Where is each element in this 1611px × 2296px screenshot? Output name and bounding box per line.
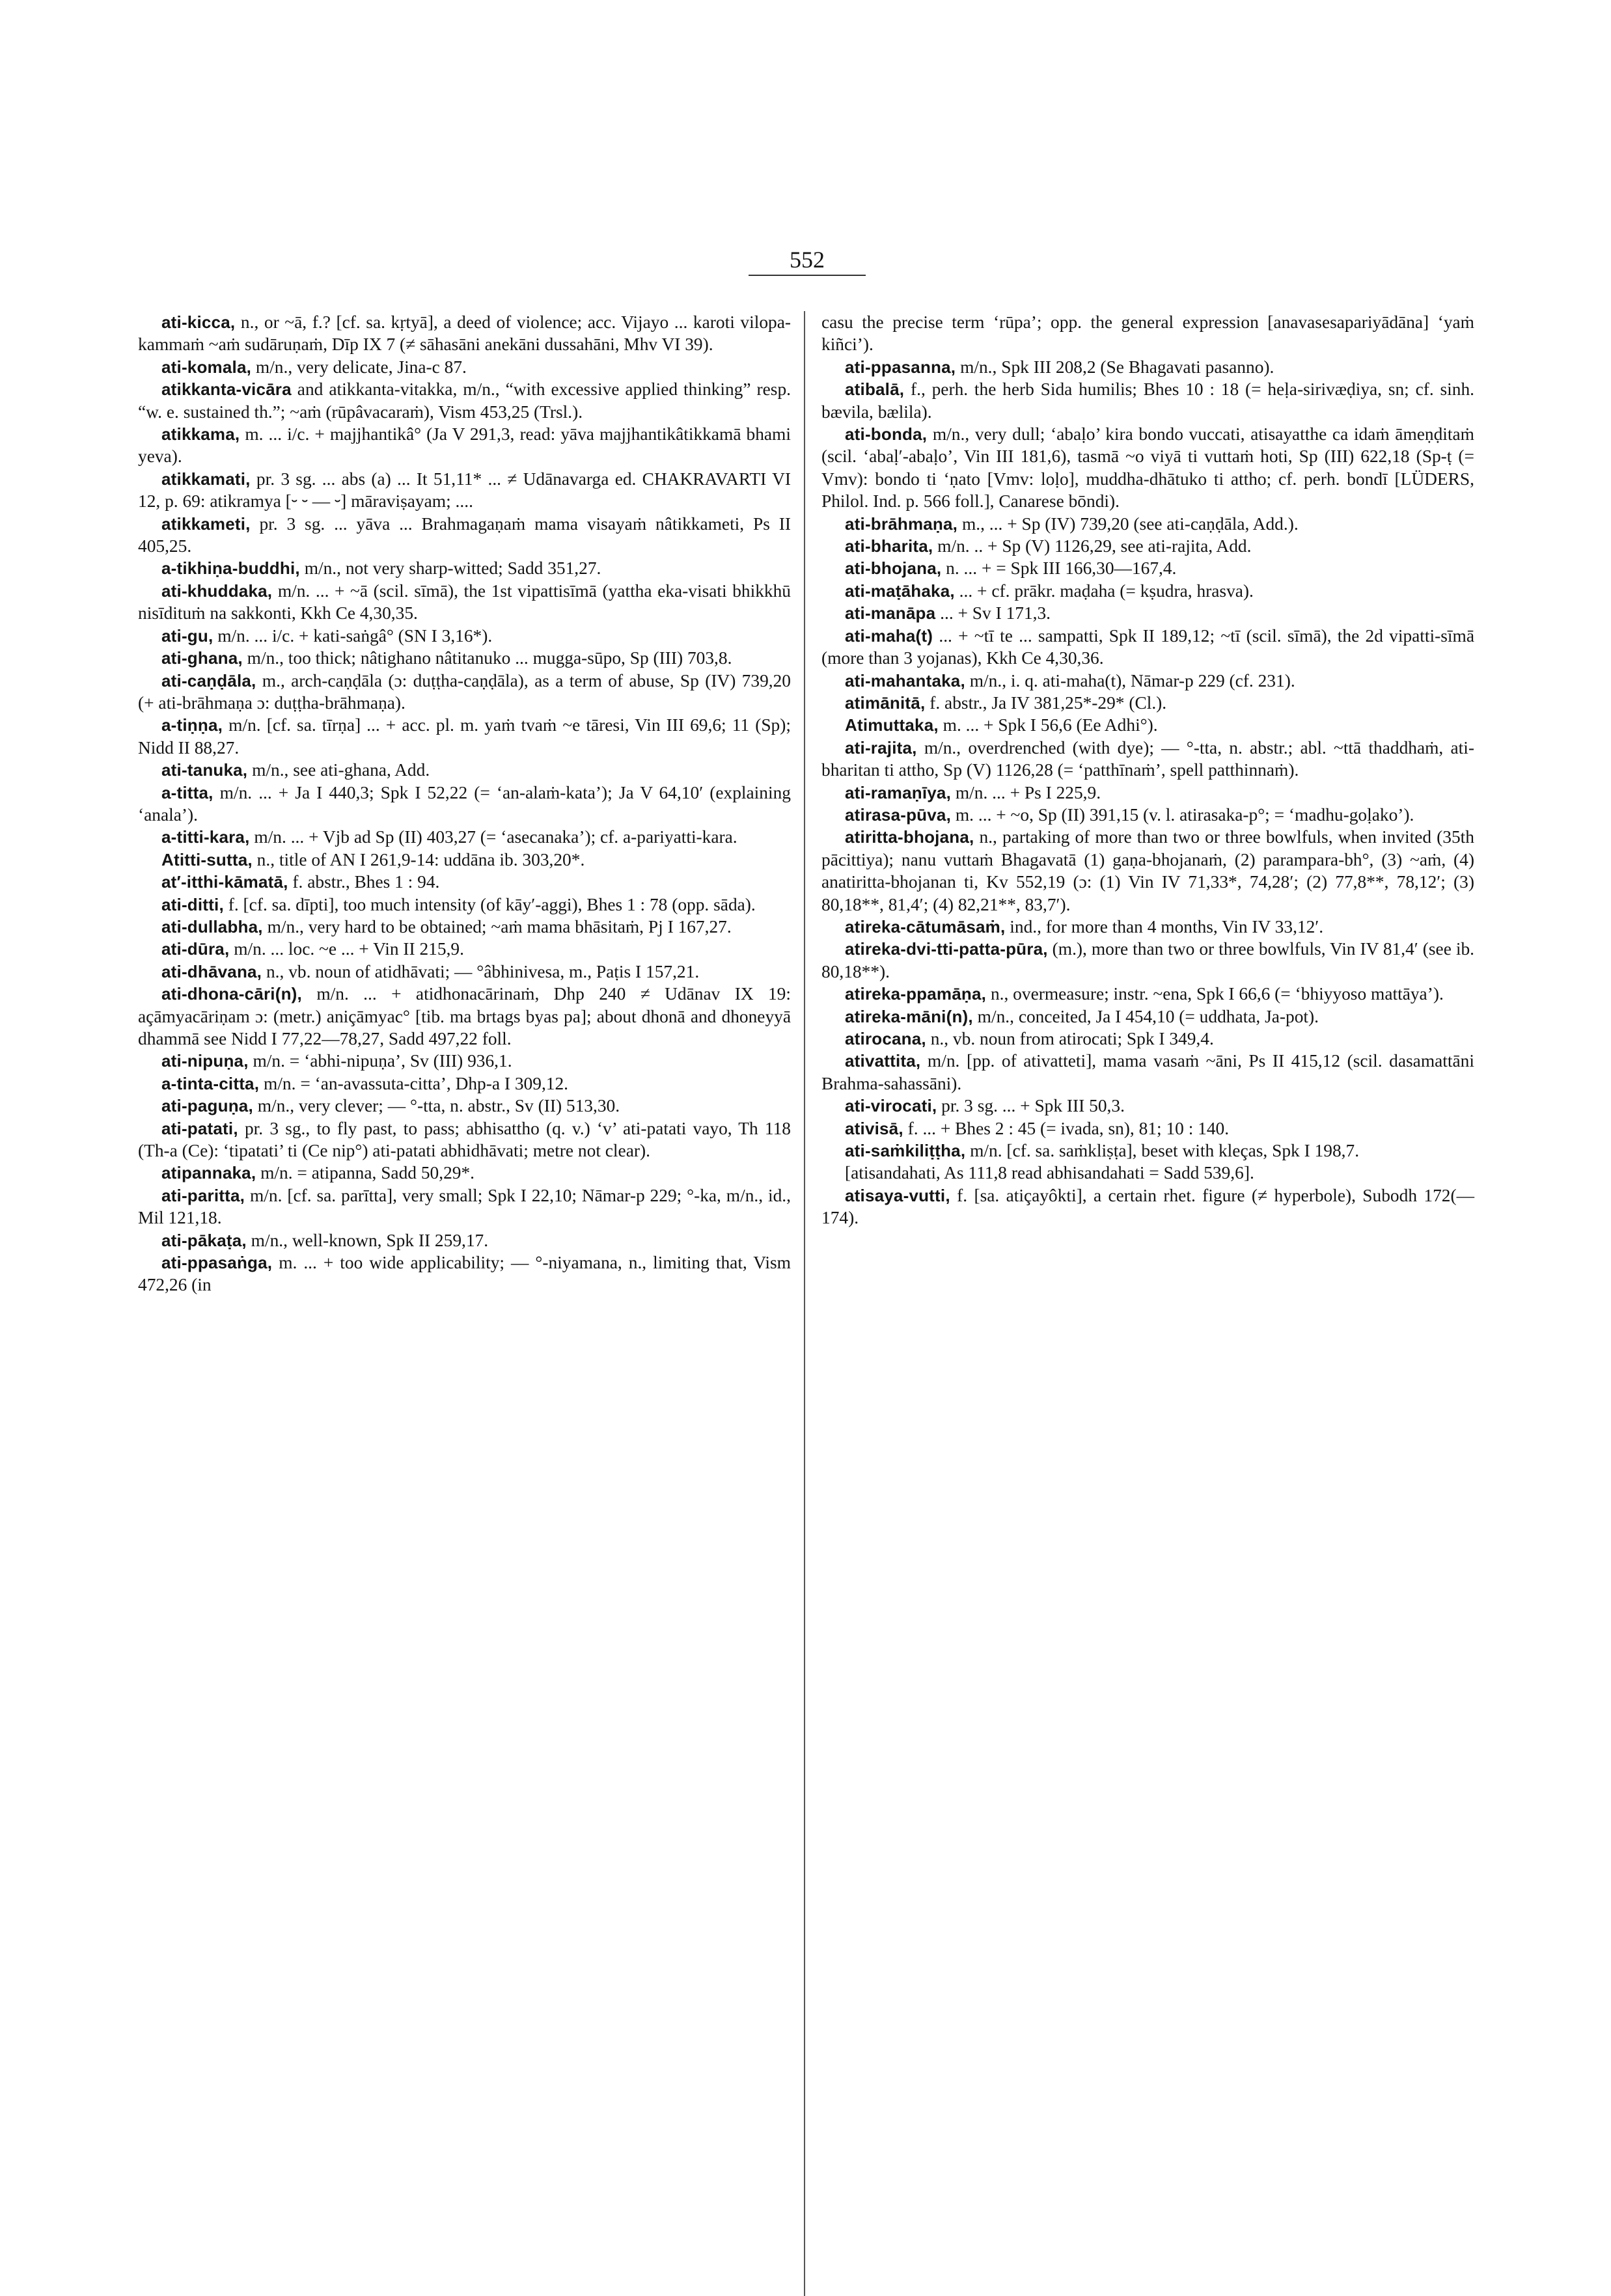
entry-headword: ati-ppasanna, (845, 357, 956, 377)
left-column (138, 311, 791, 1296)
dictionary-entry (821, 1117, 1474, 1140)
entry-definition: m/n. ... + Ps I 225,9. (955, 782, 1101, 802)
entry-headword: ati-komala, (161, 357, 252, 377)
entry-headword: ati-dullabha, (161, 916, 263, 936)
entry-definition: pr. 3 sg. ... + Spk III 50,3. (941, 1096, 1125, 1116)
dictionary-entry (138, 894, 791, 916)
entry-definition: n., or ~ā, f.? [cf. sa. kṛtyā], a deed of violence; acc. Vijayo ... karoti vilopa-kammaṁ ~aṁ sudāruṇaṁ, Dīp IX 7 (≠ sāhasāni anekāni dussahāni, Mhv VI 39). (138, 312, 791, 355)
page-number-rule (749, 275, 866, 276)
entry-definition: m/n., very clever; — °-tta, n. abstr., Sv (II) 513,30. (257, 1096, 620, 1116)
entry-definition: m/n. ... + atidhonacārinaṁ, Dhp 240 ≠ Udānav IX 19: açāmyacāriṇam ɔ: (metr.) aniçāmyac° [tib. ma brtags byas pa]; about dhonā and dhoneyyā dhammā see Nidd I 77,22—78,27, Sadd 497,22 foll. (138, 984, 791, 1048)
dictionary-entry (138, 871, 791, 893)
dictionary-entry (821, 983, 1474, 1005)
entry-headword: atireka-māni(n), (845, 1006, 973, 1026)
dictionary-entry (138, 938, 791, 960)
entry-definition: ... + ~tī te ... sampatti, Spk II 189,12; ~tī (scil. sīmā), the 2d vipatti-sīmā (more than 3 yojanas), Kkh Ce 4,30,36. (821, 625, 1474, 668)
entry-headword: ati-patati, (161, 1118, 238, 1138)
entry-definition: f. abstr., Ja IV 381,25*-29* (Cl.). (929, 692, 1167, 713)
entry-headword: ati-dhāvana, (161, 961, 262, 981)
entry-headword: ati-virocati, (845, 1096, 937, 1116)
dictionary-entry (138, 1184, 791, 1229)
entry-definition: m/n. [cf. sa. parītta], very small; Spk I 22,10; Nāmar-p 229; °-ka, m/n., id., Mil 121,18. (138, 1185, 791, 1228)
entry-headword: a-tiṇṇa, (161, 715, 223, 735)
entry-headword: ati-khuddaka, (161, 581, 273, 601)
entry-definition: m/n. = ‘abhi-nipuṇa’, Sv (III) 936,1. (253, 1051, 512, 1071)
dictionary-entry (821, 378, 1474, 423)
entry-headword: ati-nipuṇa, (161, 1051, 249, 1071)
entry-definition: n., partaking of more than two or three bowlfuls, when invited (35th pācittiya); nanu vuttaṁ Bhagavatā (1) gaṇa-bhojanaṁ, (2) parampara-bh°, (3) ~aṁ, (4) anatiritta-bhojanan ti, Kv 552,19 (ɔ: (1) Vin IV 71,33*, 74,28′; (2) 77,8**, 78,12′; (3) 80,18**, 81,4′; (4) 82,21**, 83,7′). (821, 827, 1474, 914)
dictionary-entry (821, 557, 1474, 579)
entry-headword: Atitti-sutta, (161, 849, 253, 869)
entry-definition: n., overmeasure; instr. ~ena, Spk I 66,6 (= ‘bhiyyoso mattāya’). (990, 984, 1444, 1004)
dictionary-entry (138, 826, 791, 848)
entry-definition: f. [sa. atiçayôkti], a certain rhet. figure (≠ hyperbole), Subodh 172(—174). (821, 1185, 1474, 1228)
entry-headword: ati-bonda, (845, 424, 928, 444)
right-column (821, 311, 1474, 1229)
entry-definition: m/n., well-known, Spk II 259,17. (251, 1230, 489, 1250)
entry-definition: f. abstr., Bhes 1 : 94. (292, 872, 440, 892)
dictionary-entry (821, 938, 1474, 983)
entry-definition: m/n., see ati-ghana, Add. (252, 760, 430, 780)
dictionary-entry (821, 513, 1474, 535)
entry-definition: m/n. ... loc. ~e ... + Vin II 215,9. (234, 939, 464, 959)
entry-headword: atikkama, (161, 424, 240, 444)
entry-headword: ati-brāhmaṇa, (845, 513, 958, 534)
dictionary-entry (821, 1050, 1474, 1095)
entry-headword: ati-ramaṇīya, (845, 782, 952, 802)
entry-definition: m/n., too thick; nâtighano nâtitanuko ... mugga-sūpo, Sp (III) 703,8. (247, 648, 732, 668)
dictionary-entry (138, 580, 791, 625)
dictionary-entry (821, 670, 1474, 692)
entry-definition: m/n. [cf. sa. saṁkliṣṭa], beset with kleças, Spk I 198,7. (970, 1141, 1360, 1161)
dictionary-entry (138, 961, 791, 983)
entry-definition: m. ... + too wide applicability; — °-niyamana, n., limiting that, Vism 472,26 (in (138, 1253, 791, 1295)
entry-headword: atibalā, (845, 379, 905, 400)
dictionary-entry (138, 356, 791, 378)
dictionary-entry (138, 1229, 791, 1251)
entry-definition: m/n., very dull; ‘abaḷo’ kira bondo vuccati, atisayatthe ca idaṁ āmeṇḍitaṁ (scil. ‘abaḷ′-abaḷo’, Vin III 181,6), tasmā ~o viyā ti vuttaṁ hoti, Sp (III) 622,18 (Sp-ṭ (= Vmv): bondo ti ‘ṇato [Vmv: loḷo], muddha-dhātuko ti attho; cf. perh. bondī [LÜDERS, Philol. Ind. p. 566 foll.], Canarese bōndi). (821, 424, 1474, 512)
dictionary-entry (138, 916, 791, 938)
entry-definition: n. ... + = Spk III 166,30—167,4. (946, 558, 1177, 579)
dictionary-entry (821, 782, 1474, 804)
entry-definition: m. ... + ~o, Sp (II) 391,15 (v. l. atirasaka-p°; = ‘madhu-goḷako’). (955, 804, 1414, 825)
entry-headword: atikkanta-vicāra (161, 379, 292, 400)
entry-headword: atirasa-pūva, (845, 804, 952, 825)
entry-headword: ati-paguṇa, (161, 1096, 253, 1116)
entry-definition: m. ... + Spk I 56,6 (Ee Adhi°). (943, 715, 1158, 735)
entry-definition: pr. 3 sg. ... abs (a) ... It 51,11* ... ≠ Udānavarga ed. CHAKRAVARTI VI 12, p. 69: atikramya [⏑ ⏑ — ⏑] māraviṣayam; .... (138, 469, 791, 512)
entry-definition: m. ... i/c. + majjhantikâ° (Ja V 291,3, read: yāva majjhantikâtikkamā bhami yeva). (138, 424, 791, 467)
entry-headword: atireka-dvi-tti-patta-pūra, (845, 939, 1048, 959)
entry-headword: ati-paritta, (161, 1185, 245, 1205)
entry-definition: m/n., very delicate, Jina-c 87. (255, 357, 467, 377)
dictionary-entry (138, 1251, 791, 1296)
dictionary-entry (138, 1162, 791, 1184)
entry-headword: ati-dhona-cāri(n), (161, 984, 302, 1004)
entry-definition: n., vb. noun from atirocati; Spk I 349,4. (930, 1029, 1214, 1048)
entry-headword: ati-mahantaka, (845, 670, 965, 690)
entry-headword: atireka-ppamāṇa, (845, 984, 987, 1004)
dictionary-entry (138, 983, 791, 1050)
dictionary-entry (138, 311, 791, 356)
dictionary-entry (138, 625, 791, 647)
dictionary-entry (138, 513, 791, 558)
entry-definition: m/n., i. q. ati-maha(t), Nāmar-p 229 (cf. 231). (969, 670, 1295, 690)
entry-definition: m/n. ... + ~ā (scil. sīmā), the 1st vipattisīmā (yattha eka-visati bhikkhū nisīdituṁ na sakkonti, Kkh Ce 4,30,35. (138, 581, 791, 623)
entry-headword: ati-saṁkiliṭṭha, (845, 1141, 966, 1161)
dictionary-entry (821, 535, 1474, 557)
entry-definition: m/n., conceited, Ja I 454,10 (= uddhata, Ja-pot). (977, 1006, 1319, 1026)
entry-headword: ati-maha(t) (845, 625, 933, 646)
entry-headword: ati-kicca, (161, 312, 236, 332)
dictionary-entry (138, 378, 791, 423)
entry-headword: a-titta, (161, 782, 213, 802)
entry-headword: atikkamati, (161, 469, 251, 489)
entry-headword: atimānitā, (845, 692, 926, 713)
entry-headword: ati-ghana, (161, 648, 243, 668)
entry-headword: a-tinta-citta, (161, 1073, 260, 1093)
dictionary-entry (138, 849, 791, 871)
dictionary-entry (821, 1184, 1474, 1229)
entry-headword: ati-ditti, (161, 894, 224, 914)
entry-headword: ati-gu, (161, 625, 213, 646)
dictionary-entry (138, 670, 791, 715)
dictionary-entry (138, 1050, 791, 1072)
entry-headword: ati-tanuka, (161, 760, 248, 780)
entry-definition: n., title of AN I 261,9-14: uddāna ib. 303,20*. (256, 849, 585, 869)
dictionary-entry (821, 1140, 1474, 1162)
entry-definition: casu the precise term ‘rūpa’; opp. the general expression [anavasesapariyādāna] ‘yaṁ kiñci’). (821, 312, 1474, 355)
entry-definition: and atikkanta-vitakka, m/n., “with excessive applied thinking” resp. “w. e. sustained th.”; ~aṁ (rūpâvacaraṁ), Vism 453,25 (Trsl.). (138, 379, 791, 422)
entry-headword: atisaya-vutti, (845, 1185, 950, 1205)
entry-headword: ati-maṭāhaka, (845, 581, 955, 601)
column-divider (804, 311, 805, 2296)
entry-definition: m/n., very hard to be obtained; ~aṁ mama bhāsitaṁ, Pj I 167,27. (267, 916, 732, 936)
dictionary-entry (138, 782, 791, 827)
entry-definition: m/n., Spk III 208,2 (Se Bhagavati pasanno). (960, 357, 1274, 377)
entry-headword: atirocana, (845, 1029, 926, 1048)
entry-definition: m/n. = ‘an-avassuta-citta’, Dhp-a I 309,12. (264, 1073, 569, 1093)
entry-headword: ati-manāpa (845, 603, 936, 623)
entry-headword: ati-caṇḍāla, (161, 670, 256, 690)
entry-definition: m/n. ... + Vjb ad Sp (II) 403,27 (= ‘asecanaka’); cf. a-pariyatti-kara. (254, 827, 737, 847)
entry-definition: m/n. [cf. sa. tīrṇa] ... + acc. pl. m. yaṁ tvaṁ ~e tāresi, Vin III 69,6; 11 (Sp); Nidd II 88,27. (138, 715, 791, 758)
entry-headword: at′-itthi-kāmatā, (161, 872, 288, 892)
entry-definition: n., vb. noun of atidhāvati; — °âbhinivesa, m., Paṭis I 157,21. (266, 961, 700, 981)
dictionary-entry (821, 714, 1474, 736)
dictionary-entry (138, 1095, 791, 1117)
entry-definition: m., ... + Sp (IV) 739,20 (see ati-caṇḍāla, Add.). (961, 513, 1299, 534)
entry-headword: ati-pākaṭa, (161, 1230, 247, 1250)
dictionary-entry (821, 1162, 1474, 1184)
dictionary-entry (821, 1095, 1474, 1117)
entry-definition: m/n. = atipanna, Sadd 50,29*. (260, 1163, 475, 1183)
dictionary-entry (138, 423, 791, 468)
dictionary-entry (821, 737, 1474, 782)
entry-headword: ati-dūra, (161, 939, 230, 959)
entry-headword: ati-bharita, (845, 536, 933, 556)
dictionary-entry (821, 692, 1474, 714)
dictionary-entry (821, 826, 1474, 916)
entry-headword: a-titti-kara, (161, 827, 250, 847)
dictionary-entry (821, 916, 1474, 938)
dictionary-entry (138, 1117, 791, 1162)
entry-headword: atiritta-bhojana, (845, 827, 974, 847)
entry-headword: a-tikhiṇa-buddhi, (161, 558, 300, 579)
dictionary-entry (138, 1073, 791, 1095)
entry-definition: [atisandahati, As 111,8 read abhisandahati = Sadd 539,6]. (845, 1163, 1254, 1183)
entry-headword: Atimuttaka, (845, 715, 939, 735)
entry-headword: ativisā, (845, 1118, 903, 1138)
dictionary-entry (821, 1028, 1474, 1050)
dictionary-entry (821, 1005, 1474, 1028)
entry-headword: ati-rajita, (845, 737, 917, 758)
entry-definition: m/n., not very sharp-witted; Sadd 351,27. (304, 558, 601, 579)
page-number: 552 (790, 247, 825, 273)
entry-definition: f. [cf. sa. dīpti], too much intensity (of kāy′-aggi), Bhes 1 : 78 (opp. sāda). (228, 894, 756, 914)
entry-definition: pr. 3 sg. ... yāva ... Brahmagaṇaṁ mama visayaṁ nâtikkameti, Ps II 405,25. (138, 513, 792, 556)
dictionary-entry (138, 557, 791, 579)
entry-definition: m/n. ... i/c. + kati-saṅgâ° (SN I 3,16*). (217, 625, 493, 646)
entry-definition: m/n. .. + Sp (V) 1126,29, see ati-rajita, Add. (937, 536, 1252, 556)
dictionary-entry (138, 468, 791, 513)
dictionary-entry (821, 625, 1474, 670)
entry-definition: m/n., overdrenched (with dye); — °-tta, n. abstr.; abl. ~ttā thaddhaṁ, ati-bharitan ti attho, Sp (V) 1126,28 (= ‘patthīnaṁ’, spell patthinnaṁ). (821, 737, 1474, 780)
entry-headword: atipannaka, (161, 1163, 256, 1183)
entry-definition: m/n. ... + Ja I 440,3; Spk I 52,22 (= ‘an-alaṁ-kata’); Ja V 64,10′ (explaining ‘anala’). (138, 782, 791, 825)
entry-headword: atireka-cātumāsaṁ, (845, 916, 1006, 936)
dictionary-entry (821, 423, 1474, 513)
entry-definition: (m.), more than two or three bowlfuls, Vin IV 81,4′ (see ib. 80,18**). (821, 939, 1474, 981)
dictionary-entry (138, 647, 791, 669)
dictionary-entry (821, 580, 1474, 602)
dictionary-entry (138, 759, 791, 781)
entry-definition: f., perh. the herb Sida humilis; Bhes 10 : 18 (= heḷa-sirivæḍiya, sn; cf. sinh. bævila, bælila). (821, 379, 1474, 422)
dictionary-entry (821, 804, 1474, 826)
dictionary-entry (138, 714, 791, 759)
entry-definition: f. ... + Bhes 2 : 45 (= ivada, sn), 81; 10 : 140. (907, 1118, 1230, 1138)
dictionary-entry (821, 356, 1474, 378)
entry-headword: atikkameti, (161, 513, 251, 534)
dictionary-entry (821, 311, 1474, 356)
entry-headword: ativattita, (845, 1051, 921, 1071)
entry-definition: ind., for more than 4 months, Vin IV 33,12′. (1010, 916, 1324, 936)
entry-definition: m/n. [pp. of ativatteti], mama vasaṁ ~āni, Ps II 415,12 (scil. dasamattāni Brahma-sahassāni). (821, 1051, 1474, 1093)
entry-definition: pr. 3 sg., to fly past, to pass; abhisattho (q. v.) ‘v’ ati-patati vayo, Th 118 (Th-a (Ce): ‘tipatati’ ti (Ce nip°) ati-patati abhidhāvati; metre not clear). (138, 1118, 791, 1161)
entry-definition: ... + cf. prākr. maḍaha (= kṣudra, hrasva). (959, 581, 1254, 601)
entry-definition: ... + Sv I 171,3. (940, 603, 1051, 623)
entry-headword: ati-ppasaṅga, (161, 1253, 273, 1273)
dictionary-entry (821, 602, 1474, 624)
entry-headword: ati-bhojana, (845, 558, 942, 579)
entry-definition: m., arch-caṇḍāla (ɔ: duṭṭha-caṇḍāla), as a term of abuse, Sp (IV) 739,20 (+ ati-brāhmaṇa ɔ: duṭṭha-brāhmaṇa). (138, 670, 791, 713)
